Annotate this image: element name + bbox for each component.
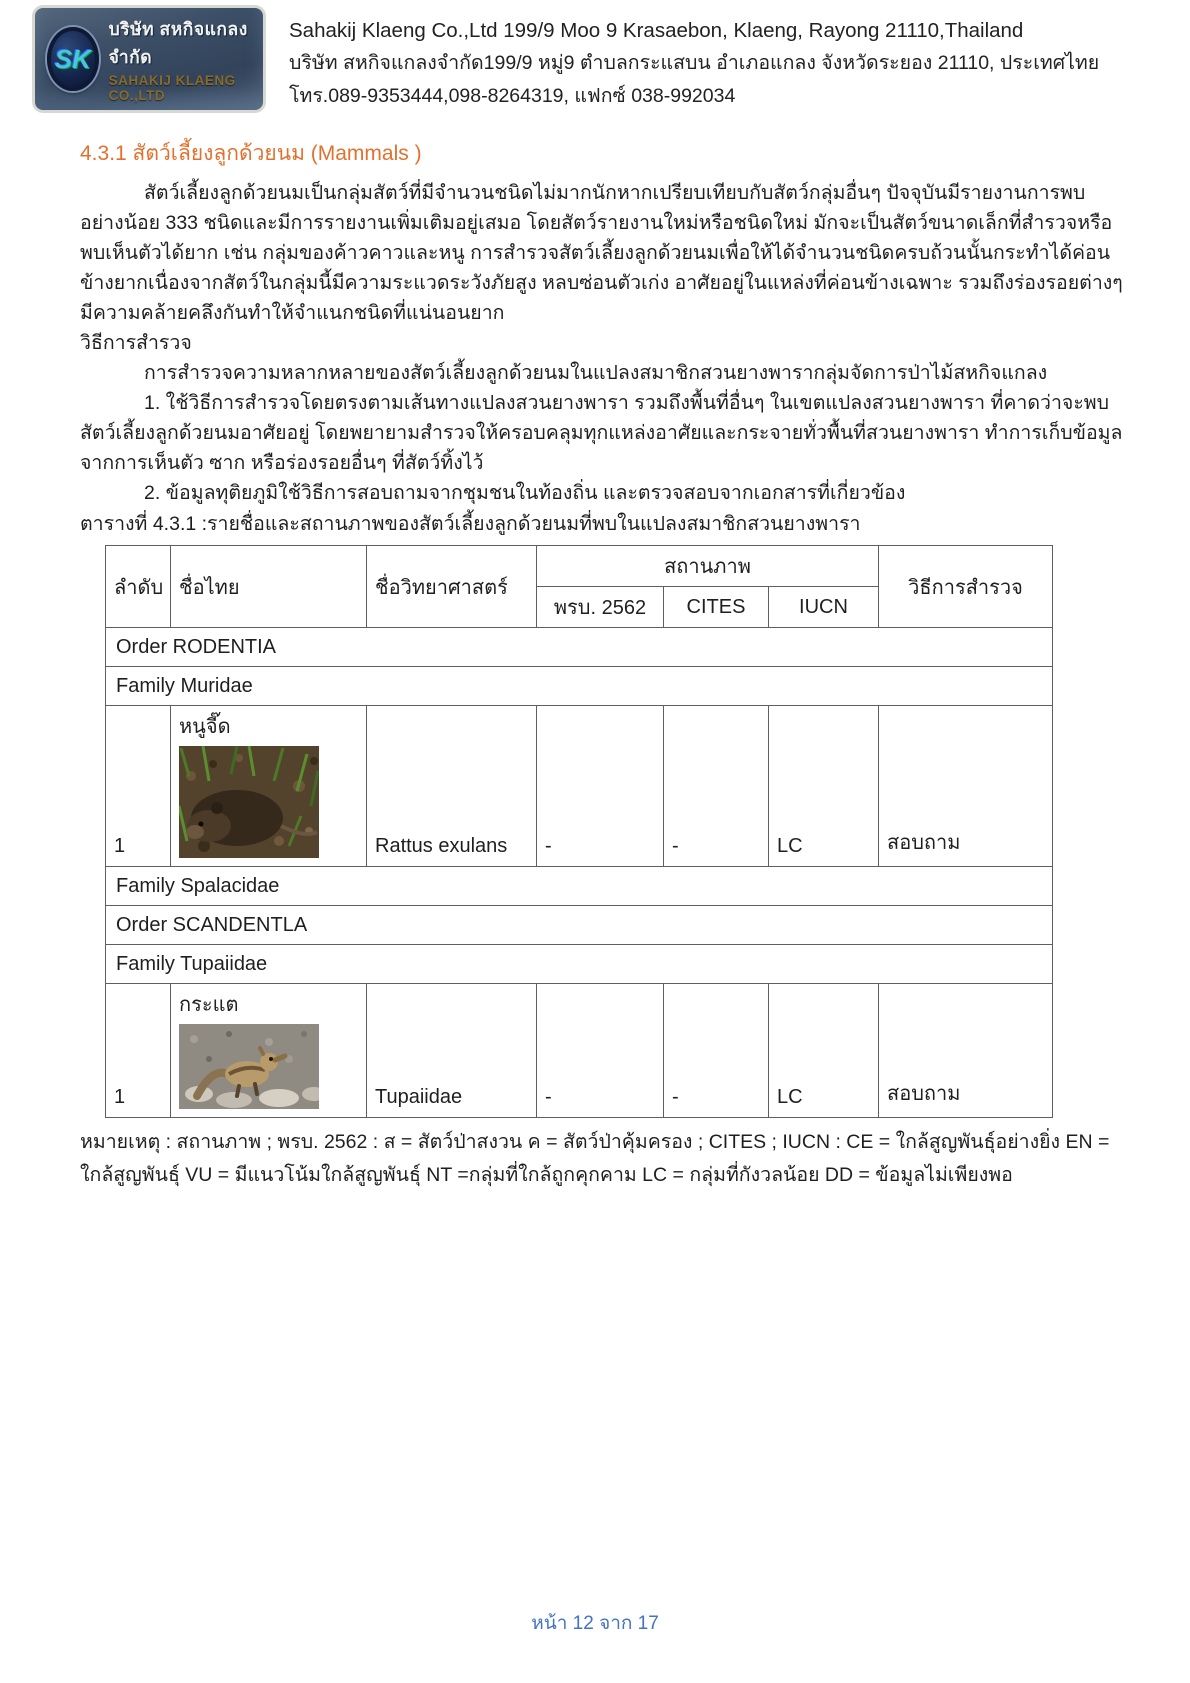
col-header-cites: CITES <box>664 587 769 628</box>
order-rodentia-label: Order RODENTIA <box>106 628 1053 667</box>
species-1-sci-name: Rattus exulans <box>367 706 537 867</box>
family-tupaiidae-label: Family Tupaiidae <box>106 945 1053 984</box>
species-2-number: 1 <box>106 984 171 1118</box>
method-item-2: 2. ข้อมูลทุติยภูมิใช้วิธีการสอบถามจากชุมชนในท้องถิ่น และตรวจสอบจากเอกสารที่เกี่ยวข้อง <box>144 482 906 504</box>
family-muridae-label: Family Muridae <box>106 667 1053 706</box>
species-1-iucn: LC <box>769 706 879 867</box>
company-address-th: บริษัท สหกิจแกลงจำกัด199/9 หมู่9 ตำบลกระแสบน อำเภอแกลง จังหวัดระยอง 21110, ประเทศไทย <box>289 52 1100 74</box>
document-body <box>0 137 1190 1192</box>
mammal-species-table <box>105 545 1053 1118</box>
order-row-scandentla <box>106 906 1053 945</box>
species-2-iucn: LC <box>769 984 879 1118</box>
section-heading: 4.3.1 สัตว์เลี้ยงลูกด้วยนม (Mammals ) <box>80 142 422 165</box>
table-footnote: หมายเหตุ : สถานภาพ ; พรบ. 2562 : ส = สัตว์ป่าสงวน ค = สัตว์ป่าคุ้มครอง ; CITES ; IUCN : CE = ใกล้สูญพันธุ์อย่างยิ่ง EN = ใกล้สูญพันธุ์ VU = มีแนวโน้มใกล้สูญพันธุ์ NT =กลุ่มที่ใกล้ถูกคุกคาม LC = กลุ่มที่กังวลน้อย DD = ข้อมูลไม่เพียงพอ <box>80 1131 1110 1186</box>
species-2-thai-name: กระแต <box>179 994 239 1016</box>
method-label: วิธีการสำรวจ <box>80 332 192 354</box>
species-row-tupaiidae <box>106 984 1053 1118</box>
treeshrew-on-gravel-photo <box>179 1024 319 1109</box>
intro-paragraph: สัตว์เลี้ยงลูกด้วยนมเป็นกลุ่มสัตว์ที่มีจำนวนชนิดไม่มากนักหากเปรียบเทียบกับสัตว์กลุ่มอื่นๆ ปัจจุบันมีรายงานการพบอย่างน้อย 333 ชนิดและมีการรายงานเพิ่มเติมอยู่เสมอ โดยสัตว์รายงานใหม่หรือชนิดใหม่ มักจะเป็นสัตว์ขนาดเล็กที่สำรวจหรือพบเห็นตัวได้ยาก เช่น กลุ่มของค้าวคาวและหนู การสำรวจสัตว์เลี้ยงลูกด้วยนมเพื่อให้ได้จำนวนชนิดครบถ้วนนั้นกระทำได้ค่อนข้างยากเนื่องจากสัตว์ในกลุ่มนี้มีความระแวดระวังภัยสูง หลบซ่อนตัวเก่ง อาศัยอยู่ในแหล่งที่ค่อนข้างเฉพาะ รวมถึงร่องรอยต่างๆ มีความคล้ายคลึงกันทำให้จำแนกชนิดที่แน่นอนยาก <box>80 182 1123 324</box>
table-header-row-1 <box>106 546 1053 587</box>
company-address-block <box>263 8 1099 113</box>
family-row-spalacidae <box>106 867 1053 906</box>
page-number: หน้า 12 จาก 17 <box>531 1613 659 1634</box>
logo-text-block <box>109 15 255 103</box>
company-address-en: Sahakij Klaeng Co.,Ltd 199/9 Moo 9 Krasaebon, Klaeng, Rayong 21110,Thailand <box>289 19 1024 42</box>
species-1-thai-name: หนูจี๊ด <box>179 716 231 738</box>
species-2-act: - <box>537 984 664 1118</box>
method-item-1: 1. ใช้วิธีการสำรวจโดยตรงตามเส้นทางแปลงสวนยางพารา รวมถึงพื้นที่อื่นๆ ในเขตแปลงสวนยางพารา ที่คาดว่าจะพบสัตว์เลี้ยงลูกด้วยนมอาศัยอยู่ โดยพยายามสำรวจให้ครอบคลุมทุกแหล่งอาศัยและกระจายทั่วพื้นที่สวนยางพารา ทำการเก็บข้อมูลจากการเห็นตัว ซาก หรือร่องรอยอื่นๆ ที่สัตว์ทิ้งไว้ <box>80 392 1123 474</box>
col-header-no: ลำดับ <box>106 546 171 628</box>
species-1-thai-cell <box>171 706 367 867</box>
col-header-status: สถานภาพ <box>537 546 879 587</box>
col-header-method: วิธีการสำรวจ <box>879 546 1053 628</box>
page-header <box>0 0 1190 113</box>
order-row-rodentia <box>106 628 1053 667</box>
family-row-tupaiidae <box>106 945 1053 984</box>
col-header-thai-name: ชื่อไทย <box>171 546 367 628</box>
species-1-method: สอบถาม <box>879 706 1053 867</box>
species-2-sci-name: Tupaiidae <box>367 984 537 1118</box>
col-header-iucn: IUCN <box>769 587 879 628</box>
company-phone-fax: โทร.089-9353444,098-8264319, แฟกซ์ 038-992034 <box>289 85 736 107</box>
family-spalacidae-label: Family Spalacidae <box>106 867 1053 906</box>
sk-logo-icon: SK <box>47 27 99 91</box>
rat-in-grass-photo <box>179 746 319 858</box>
species-row-rattus <box>106 706 1053 867</box>
company-logo <box>35 8 263 110</box>
species-1-cites: - <box>664 706 769 867</box>
col-header-act2562: พรบ. 2562 <box>537 587 664 628</box>
species-2-thai-cell <box>171 984 367 1118</box>
col-header-sci-name: ชื่อวิทยาศาสตร์ <box>367 546 537 628</box>
species-1-act: - <box>537 706 664 867</box>
family-row-muridae <box>106 667 1053 706</box>
species-2-method: สอบถาม <box>879 984 1053 1118</box>
logo-english-name: SAHAKIJ KLAENG CO.,LTD <box>108 73 236 103</box>
order-scandentla-label: Order SCANDENTLA <box>106 906 1053 945</box>
method-intro: การสำรวจความหลากหลายของสัตว์เลี้ยงลูกด้วยนมในแปลงสมาชิกสวนยางพารากลุ่มจัดการป่าไม้สหกิจแกลง <box>144 362 1048 384</box>
table-caption: ตารางที่ 4.3.1 :รายชื่อและสถานภาพของสัตว์เลี้ยงลูกด้วยนมที่พบในแปลงสมาชิกสวนยางพารา <box>80 513 861 535</box>
species-1-number: 1 <box>106 706 171 867</box>
logo-thai-name: บริษัท สหกิจแกลง จำกัด <box>108 19 248 67</box>
species-2-cites: - <box>664 984 769 1118</box>
